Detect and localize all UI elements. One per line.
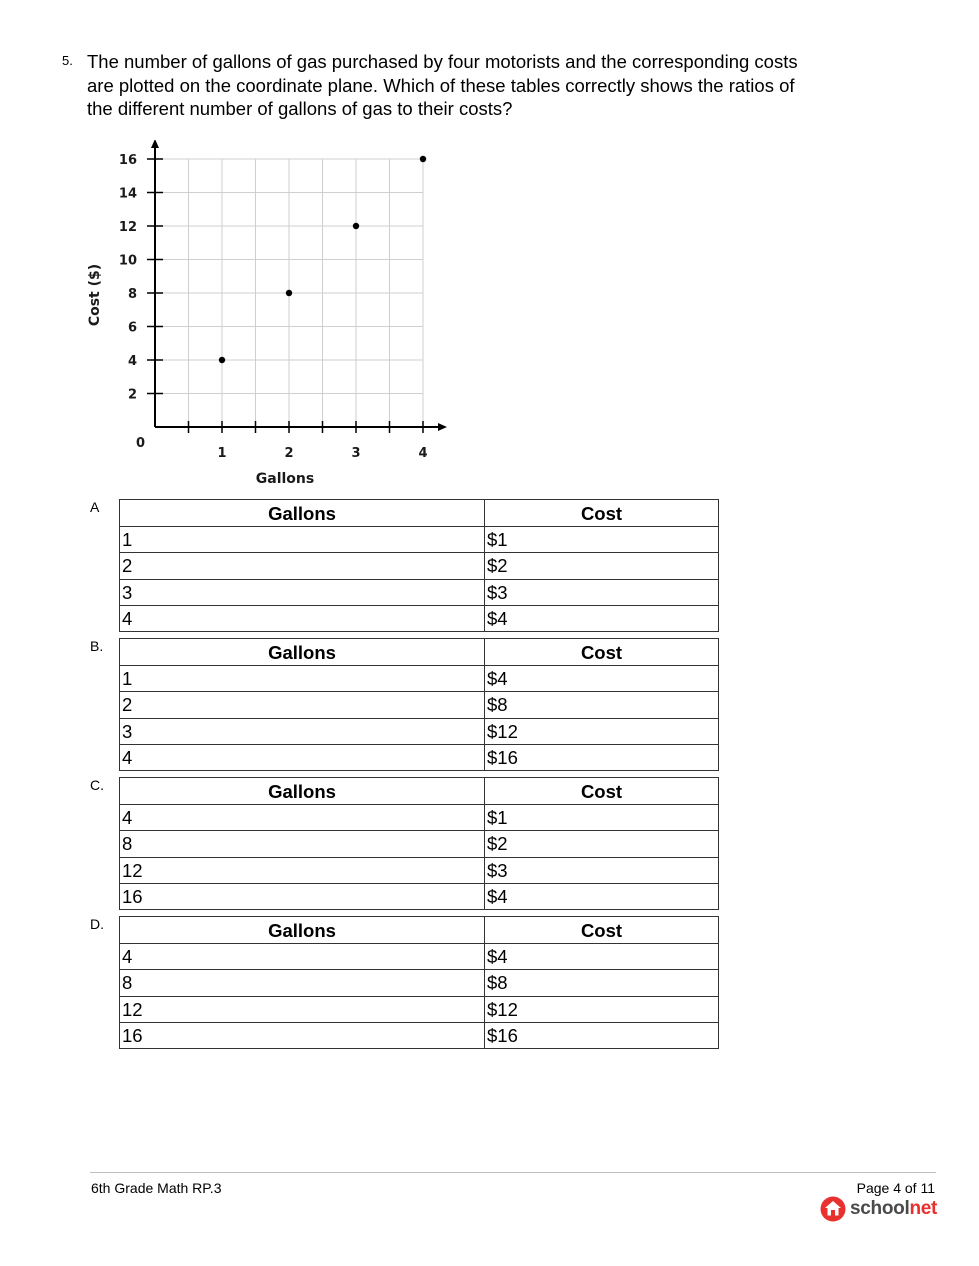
gallons-cell: 12 — [120, 996, 485, 1022]
table-row — [120, 527, 719, 553]
y-axis-arrow — [151, 140, 159, 148]
gallons-cell: 3 — [120, 579, 485, 605]
choice-letter: A — [90, 499, 100, 515]
gallons-cell: 16 — [120, 883, 485, 909]
house-icon — [820, 1196, 846, 1222]
x-axis-title: Gallons — [255, 471, 315, 487]
table-row — [120, 744, 719, 770]
gallons-cell: 1 — [120, 666, 485, 692]
cost-cell: $2 — [485, 553, 719, 579]
choice-table — [119, 499, 719, 632]
cost-cell: $1 — [485, 805, 719, 831]
table-header-row — [120, 639, 719, 666]
gallons-cell: 4 — [120, 605, 485, 631]
y-tick-label: 16 — [118, 153, 137, 168]
cost-cell: $16 — [485, 1022, 719, 1048]
y-tick-label: 4 — [127, 354, 137, 369]
header-cost: Cost — [485, 500, 719, 527]
table-header-row — [120, 500, 719, 527]
footer-course: 6th Grade Math RP.3 — [91, 1180, 222, 1196]
schoolnet-logo — [820, 1195, 937, 1223]
gallons-cell: 2 — [120, 692, 485, 718]
y-tick-label: 2 — [127, 387, 137, 403]
y-axis-title: Cost ($) — [87, 263, 103, 327]
gallons-cell: 8 — [120, 970, 485, 996]
y-tick-label: 6 — [127, 320, 137, 336]
gallons-cell: 4 — [120, 805, 485, 831]
choice-letter: C. — [90, 777, 104, 793]
table-row — [120, 944, 719, 970]
header-gallons: Gallons — [120, 639, 485, 666]
table-row — [120, 666, 719, 692]
table-row — [120, 996, 719, 1022]
x-tick-label: 2 — [284, 446, 294, 461]
gallons-cell: 8 — [120, 831, 485, 857]
choice-table — [119, 916, 719, 1049]
cost-cell: $12 — [485, 718, 719, 744]
brand-part-net: net — [909, 1198, 938, 1219]
header-gallons: Gallons — [120, 778, 485, 805]
cost-cell: $4 — [485, 883, 719, 909]
cost-cell: $4 — [485, 666, 719, 692]
choice-letter: D. — [90, 916, 104, 932]
cost-cell: $16 — [485, 744, 719, 770]
brand-name — [850, 1198, 937, 1220]
cost-cell: $8 — [485, 970, 719, 996]
data-point — [219, 357, 225, 363]
footer-divider — [90, 1172, 936, 1173]
gallons-cell: 4 — [120, 944, 485, 970]
scatter-chart — [75, 140, 460, 495]
origin-label: 0 — [135, 436, 145, 451]
cost-cell: $3 — [485, 579, 719, 605]
cost-cell: $4 — [485, 605, 719, 631]
y-tick-label: 12 — [118, 220, 137, 235]
footer-page-number: Page 4 of 11 — [856, 1180, 935, 1196]
table-row — [120, 718, 719, 744]
table-row — [120, 883, 719, 909]
x-tick-label: 1 — [217, 446, 227, 461]
gallons-cell: 4 — [120, 744, 485, 770]
table-row — [120, 970, 719, 996]
data-point — [286, 290, 292, 296]
data-point — [353, 223, 359, 229]
table-row — [120, 1022, 719, 1048]
table-row — [120, 605, 719, 631]
choice-letter: B. — [90, 638, 104, 654]
header-cost: Cost — [485, 639, 719, 666]
table-header-row — [120, 917, 719, 944]
x-tick-label: 4 — [418, 446, 428, 461]
cost-cell: $8 — [485, 692, 719, 718]
table-row — [120, 805, 719, 831]
gallons-cell: 3 — [120, 718, 485, 744]
question-number: 5. — [62, 53, 73, 68]
table-row — [120, 857, 719, 883]
cost-cell: $2 — [485, 831, 719, 857]
cost-cell: $1 — [485, 527, 719, 553]
table-row — [120, 692, 719, 718]
gallons-cell: 12 — [120, 857, 485, 883]
table-row — [120, 831, 719, 857]
header-cost: Cost — [485, 778, 719, 805]
choice-table — [119, 638, 719, 771]
table-row — [120, 553, 719, 579]
question-text: The number of gallons of gas purchased by four motorists and the corresponding costs are plotted on the coordinate plane. Which of these tables correctly shows the ratios of the different number of gallons of gas to their costs? — [87, 51, 798, 119]
data-point — [420, 156, 426, 162]
x-axis-arrow — [438, 423, 447, 431]
gallons-cell: 1 — [120, 527, 485, 553]
header-gallons: Gallons — [120, 500, 485, 527]
gallons-cell: 16 — [120, 1022, 485, 1048]
gallons-cell: 2 — [120, 553, 485, 579]
y-tick-label: 10 — [118, 253, 137, 269]
y-tick-label: 14 — [118, 186, 137, 202]
cost-cell: $3 — [485, 857, 719, 883]
y-tick-label: 8 — [127, 287, 137, 302]
cost-cell: $4 — [485, 944, 719, 970]
brand-part-school: school — [850, 1198, 910, 1219]
x-tick-label: 3 — [351, 446, 361, 461]
table-header-row — [120, 778, 719, 805]
header-gallons: Gallons — [120, 917, 485, 944]
header-cost: Cost — [485, 917, 719, 944]
table-row — [120, 579, 719, 605]
choice-table — [119, 777, 719, 910]
cost-cell: $12 — [485, 996, 719, 1022]
